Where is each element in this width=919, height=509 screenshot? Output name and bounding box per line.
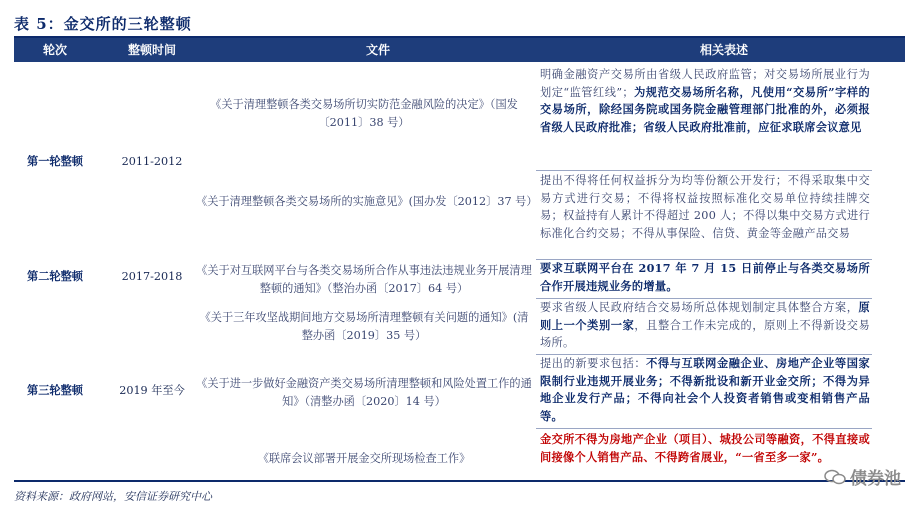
document-1: 《关于清理整顿各类交易场所切实防范金融风险的决定》（国发〔2011〕38 号） xyxy=(210,98,518,129)
document-6: 《联席会议部署开展金交所现场检查工作》 xyxy=(257,452,471,465)
table-header xyxy=(14,38,905,62)
wechat-icon xyxy=(824,469,846,485)
round-1-name: 第一轮整顿 xyxy=(27,154,83,168)
header-description: 相关表述 xyxy=(699,43,748,57)
description-4-emphasis: 原则上一个类别一家 xyxy=(540,300,870,332)
bottom-rule xyxy=(14,480,905,482)
round-3-period: 2019 年至今 xyxy=(119,384,185,397)
watermark-text: 债券池 xyxy=(850,469,901,489)
document-5: 《关于进一步做好金融资产类交易场所清理整顿和风险处置工作的通知》（清整办函〔2020〕14 号） xyxy=(196,377,532,408)
description-1-emphasis: 为规范交易场所名称，凡使用“交易所”字样的交易场所，除经国务院或国务院金融管理部门批准的外，必须报省级人民政府批准；省级人民政府批准前，应征求联席会议意见 xyxy=(540,84,870,134)
description-5-emphasis: 不得与互联网金融企业、房地产企业等国家限制行业违规开展业务；不得新批设和新开业金交所；不得为异地企业发行产品；不得向社会个人投资者销售或变相销售产品等。 xyxy=(540,356,870,423)
description-2: 提出不得将任何权益拆分为均等份额公开发行；不得采取集中交易方式进行交易；不得将权益按照标准化交易单位持续挂牌交易；权益持有人累计不得超过 200 人；不得以集中交易方式进行标准化合约交易；不得从事保险、信贷、黄金等金融产品交易 xyxy=(540,174,870,240)
description-4-part-c: ，且整合工作未完成的，原则上不得新设交易场所。 xyxy=(540,318,870,349)
description-5 xyxy=(540,355,870,425)
description-3 xyxy=(540,260,870,295)
description-5-intro: 提出的新要求包括： xyxy=(540,357,647,370)
description-4 xyxy=(540,299,870,352)
table-title: 表 5：金交所的三轮整顿 xyxy=(14,15,192,33)
description-6: 金交所不得为房地产企业（项目）、城投公司等融资，不得直接或间接像个人销售产品、不得跨省展业，“一省至多一家”。 xyxy=(540,432,870,464)
row-divider xyxy=(536,428,872,429)
document-2: 《关于清理整顿各类交易场所的实施意见》(国办发〔2012〕37 号） xyxy=(196,195,538,208)
description-4-part-a: 要求省级人民政府结合交易场所总体规划制定具体整合方案， xyxy=(540,301,859,314)
round-2-period: 2017-2018 xyxy=(121,270,183,283)
description-1 xyxy=(540,66,870,136)
watermark xyxy=(824,464,901,489)
round-1-period: 2011-2012 xyxy=(121,155,183,168)
description-3-emphasis: 要求互联网平台在 2017 年 7 月 15 日前停止与各类交易场所合作开展违规业务的增量。 xyxy=(540,261,870,293)
document-4: 《关于三年攻坚战期间地方交易场所清理整顿有关问题的通知》(清整办函〔2019〕35 号） xyxy=(199,311,529,342)
header-document: 文件 xyxy=(365,43,390,57)
header-round: 轮次 xyxy=(42,43,67,57)
row-divider xyxy=(536,170,872,171)
round-2-name: 第二轮整顿 xyxy=(27,269,83,283)
document-3: 《关于对互联网平台与各类交易场所合作从事违法违规业务开展清理整顿的通知》（整治办函〔2017〕64 号） xyxy=(196,264,532,295)
round-3-name: 第三轮整顿 xyxy=(27,383,83,397)
source-note: 资料来源：政府网站，安信证券研究中心 xyxy=(14,490,212,503)
description-1-plain: 明确金融资产交易所由省级人民政府监管；对交易场所展业行为划定“监管红线”； xyxy=(540,68,870,99)
header-period: 整顿时间 xyxy=(127,43,176,57)
